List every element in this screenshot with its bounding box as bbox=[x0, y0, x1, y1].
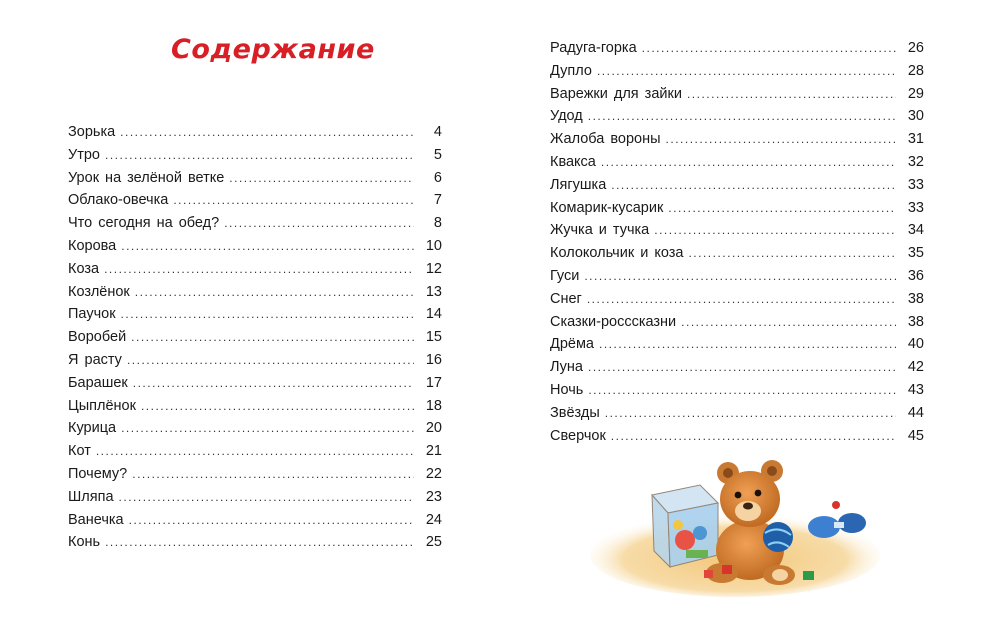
dot-leader bbox=[120, 121, 414, 144]
toc-entry-title: Гуси bbox=[550, 267, 580, 284]
dot-leader bbox=[599, 333, 896, 356]
toc-entry-page-number: 10 bbox=[425, 237, 442, 254]
toc-entry-title: Колокольчик и коза bbox=[550, 245, 684, 262]
toc-entry-title: Корова bbox=[68, 237, 117, 254]
dot-leader bbox=[133, 372, 414, 395]
toc-entry-title: Звёзды bbox=[550, 404, 600, 421]
toc-entry-title: Шляпа bbox=[68, 488, 114, 505]
toc-entry-title: Я расту bbox=[68, 351, 122, 368]
toc-entry-page-number: 29 bbox=[907, 85, 924, 102]
toc-entry-page-number: 38 bbox=[907, 290, 924, 307]
toc-entry bbox=[68, 326, 442, 349]
green-block-toy bbox=[803, 571, 814, 580]
toc-entry-page-number: 33 bbox=[907, 176, 924, 193]
toc-entry-title: Квакса bbox=[550, 153, 596, 170]
toc-entry-page-number: 5 bbox=[433, 146, 442, 163]
dot-leader bbox=[601, 151, 896, 174]
toc-entry bbox=[550, 219, 924, 242]
toc-entry-title: Кот bbox=[68, 443, 91, 460]
dot-leader bbox=[121, 417, 414, 440]
toc-entry-title: Ванечка bbox=[68, 511, 124, 528]
toc-entry-title: Сказки-росссказни bbox=[550, 313, 677, 330]
toc-entry bbox=[68, 463, 442, 486]
blue-ball-toy bbox=[763, 522, 793, 552]
toc-entry-page-number: 34 bbox=[907, 222, 924, 239]
dot-leader bbox=[588, 379, 896, 402]
toc-entry-title: Цыплёнок bbox=[68, 397, 136, 414]
toc-entry-page-number: 14 bbox=[425, 306, 442, 323]
toc-entry-title: Радуга-горка bbox=[550, 40, 637, 56]
toc-entry-title: Луна bbox=[550, 359, 584, 376]
toc-entry-title: Козлёнок bbox=[68, 283, 130, 300]
toc-entry-title: Барашек bbox=[68, 374, 128, 391]
toc-entry-page-number: 38 bbox=[907, 313, 924, 330]
dot-leader bbox=[131, 326, 414, 349]
toc-column-left bbox=[68, 121, 442, 554]
dot-leader bbox=[597, 60, 896, 83]
dot-leader bbox=[105, 531, 414, 554]
toc-entry bbox=[550, 105, 924, 128]
toc-entry bbox=[550, 174, 924, 197]
toc-entry-title: Облако-овечка bbox=[68, 192, 169, 209]
toc-entry bbox=[550, 83, 924, 106]
toc-entry-page-number: 12 bbox=[425, 260, 442, 277]
toy-cube bbox=[652, 485, 718, 567]
toc-entry-page-number: 26 bbox=[907, 40, 924, 56]
toc-entry bbox=[550, 288, 924, 311]
toc-entry bbox=[68, 167, 442, 190]
toc-entry-title: Жучка и тучка bbox=[550, 222, 650, 239]
dot-leader bbox=[605, 402, 896, 425]
dot-leader bbox=[96, 440, 414, 463]
toc-entry-title: Лягушка bbox=[550, 176, 607, 193]
toc-entry bbox=[550, 379, 924, 402]
toc-entry-title: Ночь bbox=[550, 381, 584, 398]
dot-leader bbox=[229, 167, 414, 190]
dot-leader bbox=[588, 105, 896, 128]
toc-entry-title: Дупло bbox=[550, 62, 592, 79]
dot-leader bbox=[135, 281, 414, 304]
red-block-toy bbox=[722, 565, 732, 574]
toc-entry-page-number: 32 bbox=[907, 153, 924, 170]
toc-entry-title: Воробей bbox=[68, 329, 127, 346]
toc-entry bbox=[68, 258, 442, 281]
toc-entry-page-number: 23 bbox=[425, 488, 442, 505]
toc-entry-title: Утро bbox=[68, 146, 100, 163]
dot-leader bbox=[588, 356, 896, 379]
toc-entry-page-number: 28 bbox=[907, 62, 924, 79]
toc-entry bbox=[550, 242, 924, 265]
toc-entry-title: Варежки для зайки bbox=[550, 85, 682, 102]
toc-entry-title: Курица bbox=[68, 420, 117, 437]
toc-entry bbox=[550, 151, 924, 174]
toc-entry bbox=[68, 281, 442, 304]
toc-entry-title: Комарик-кусарик bbox=[550, 199, 664, 216]
toc-entry-page-number: 6 bbox=[433, 169, 442, 186]
dot-leader bbox=[173, 189, 414, 212]
toc-entry bbox=[550, 333, 924, 356]
toc-entry-page-number: 43 bbox=[907, 381, 924, 398]
toc-entry-page-number: 22 bbox=[425, 465, 442, 482]
dot-leader bbox=[587, 288, 896, 311]
toc-entry-page-number: 45 bbox=[907, 427, 924, 444]
toc-entry-title: Паучок bbox=[68, 306, 116, 323]
toc-entry-page-number: 17 bbox=[425, 374, 442, 391]
toc-entry-title: Урок на зелёной ветке bbox=[68, 169, 225, 186]
page-title: Содержание bbox=[171, 34, 375, 65]
toc-entry bbox=[68, 212, 442, 235]
toc-entry-page-number: 25 bbox=[425, 534, 442, 551]
toc-entry-page-number: 24 bbox=[425, 511, 442, 528]
toc-entry bbox=[550, 265, 924, 288]
toc-entry bbox=[68, 235, 442, 258]
toc-entry-page-number: 7 bbox=[433, 192, 442, 209]
dot-leader bbox=[129, 509, 414, 532]
toc-entry bbox=[550, 37, 924, 60]
toc-entry-page-number: 8 bbox=[433, 215, 442, 232]
toc-entry bbox=[68, 372, 442, 395]
dot-leader bbox=[132, 463, 414, 486]
toc-entry-title: Жалоба вороны bbox=[550, 131, 661, 148]
dot-leader bbox=[105, 144, 414, 167]
dot-leader bbox=[642, 37, 896, 60]
teddy-bear-with-toy-blocks-illustration bbox=[590, 455, 880, 600]
dot-leader bbox=[121, 303, 414, 326]
toc-entry-page-number: 42 bbox=[907, 359, 924, 376]
dot-leader bbox=[104, 258, 414, 281]
toc-entry-page-number: 40 bbox=[907, 336, 924, 353]
toc-entry-page-number: 33 bbox=[907, 199, 924, 216]
toc-entry-title: Удод bbox=[550, 108, 583, 125]
dot-leader bbox=[681, 311, 896, 334]
toc-entry-title: Зорька bbox=[68, 124, 116, 140]
dot-leader bbox=[611, 174, 896, 197]
toc-entry bbox=[68, 395, 442, 418]
toc-entry-page-number: 36 bbox=[907, 267, 924, 284]
dot-leader bbox=[668, 197, 896, 220]
toc-entry-page-number: 15 bbox=[425, 329, 442, 346]
toc-entry bbox=[550, 402, 924, 425]
red-ball-toy bbox=[832, 501, 840, 509]
toc-entry-page-number: 20 bbox=[425, 420, 442, 437]
toc-entry bbox=[68, 303, 442, 326]
toc-entry bbox=[68, 189, 442, 212]
toc-entry-page-number: 16 bbox=[425, 351, 442, 368]
toc-entry-page-number: 13 bbox=[425, 283, 442, 300]
toc-entry-title: Дрёма bbox=[550, 336, 594, 353]
dot-leader bbox=[121, 235, 414, 258]
toc-entry-title: Что сегодня на обед? bbox=[68, 215, 220, 232]
toc-entry bbox=[550, 425, 924, 448]
toc-entry bbox=[68, 440, 442, 463]
toc-entry bbox=[68, 121, 442, 144]
dot-leader bbox=[666, 128, 896, 151]
toc-entry bbox=[68, 349, 442, 372]
toc-entry bbox=[68, 509, 442, 532]
toc-entry bbox=[68, 417, 442, 440]
toc-entry-page-number: 4 bbox=[433, 124, 442, 140]
toc-entry-title: Снег bbox=[550, 290, 582, 307]
toc-entry-page-number: 35 bbox=[907, 245, 924, 262]
toc-entry bbox=[550, 128, 924, 151]
dot-leader bbox=[687, 83, 896, 106]
toc-entry-page-number: 21 bbox=[425, 443, 442, 460]
toc-entry bbox=[68, 144, 442, 167]
toc-entry bbox=[68, 486, 442, 509]
toc-entry-page-number: 30 bbox=[907, 108, 924, 125]
toc-entry bbox=[550, 311, 924, 334]
dot-leader bbox=[688, 242, 896, 265]
dot-leader bbox=[654, 219, 896, 242]
dot-leader bbox=[611, 425, 896, 448]
toc-entry-page-number: 18 bbox=[425, 397, 442, 414]
red-block-toy-small bbox=[704, 570, 713, 578]
toc-entry-title: Почему? bbox=[68, 465, 128, 482]
toc-entry bbox=[550, 356, 924, 379]
dot-leader bbox=[127, 349, 414, 372]
toc-entry-title: Коза bbox=[68, 260, 100, 277]
dot-leader bbox=[119, 486, 414, 509]
toc-entry-page-number: 31 bbox=[907, 131, 924, 148]
toc-entry bbox=[550, 197, 924, 220]
toc-entry bbox=[550, 60, 924, 83]
toc-entry-title: Конь bbox=[68, 534, 101, 551]
toc-entry-page-number: 44 bbox=[907, 404, 924, 421]
toc-column-right bbox=[550, 37, 924, 447]
dot-leader bbox=[141, 395, 414, 418]
toc-entry-title: Сверчок bbox=[550, 427, 606, 444]
dot-leader bbox=[584, 265, 896, 288]
toc-entry bbox=[68, 531, 442, 554]
dot-leader bbox=[224, 212, 414, 235]
